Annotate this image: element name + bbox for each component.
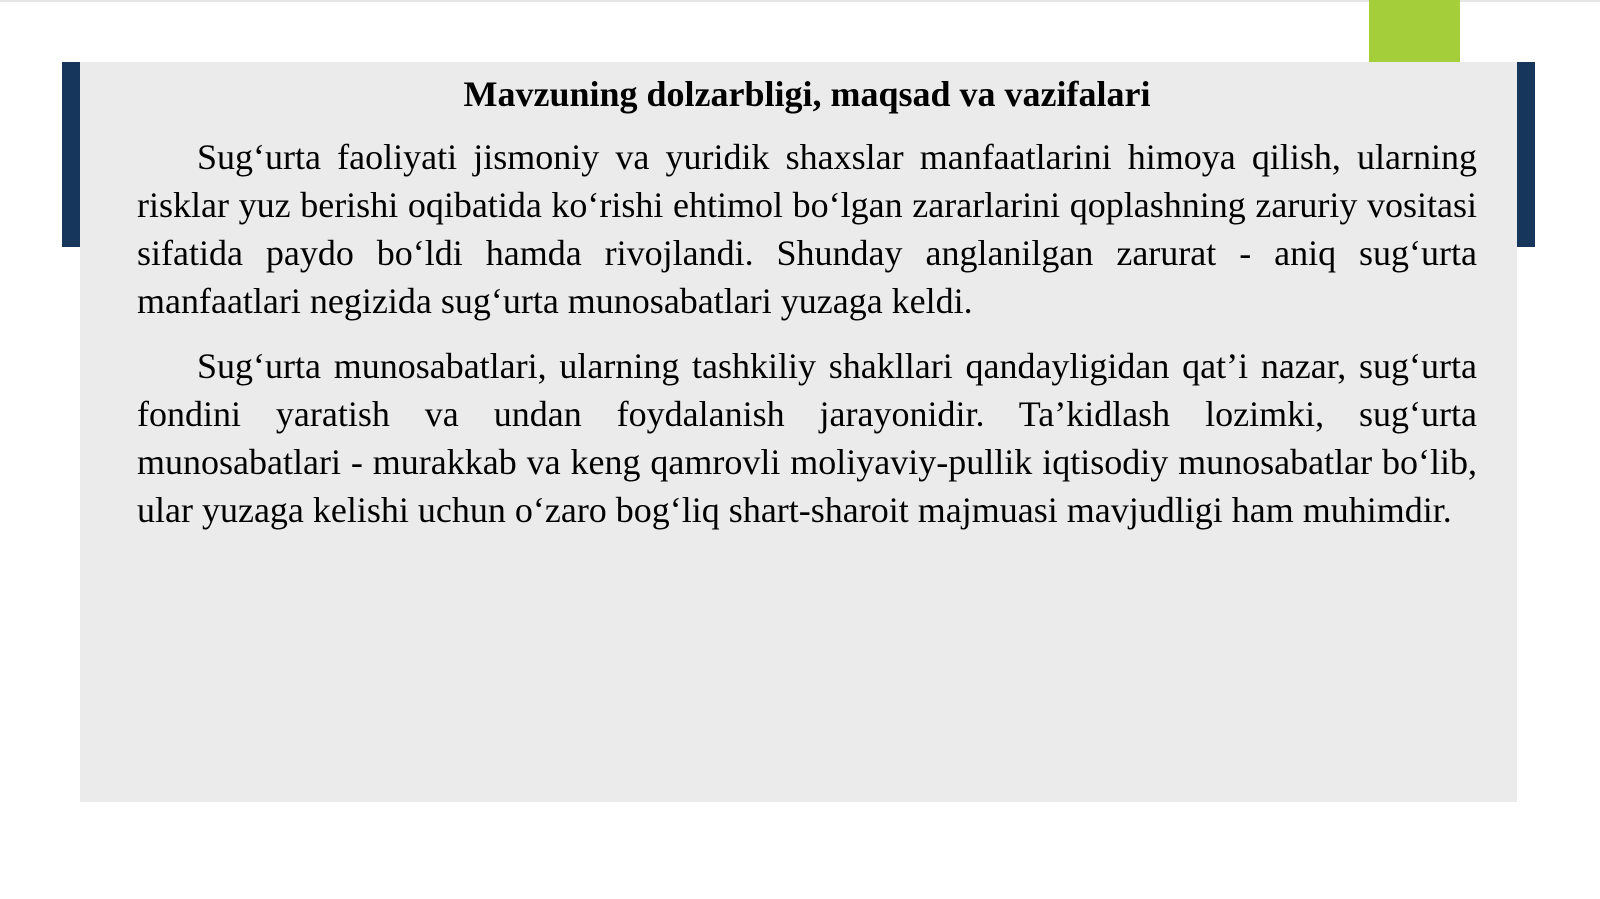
accent-green-square [1369,0,1460,62]
paragraph-1: Sug‘urta faoliyati jismoniy va yuridik shaxslar manfaatlarini himoya qilish, ularning risklar yuz berishi oqibatida ko‘rishi ehtimol bo‘lgan zararlarini qoplashning zaruriy vositasi sifatida paydo bo‘ldi hamda rivojlandi. Shunday anglanilgan zarurat - aniq sug‘urta manfaatlari negizida sug‘urta munosabatlari yuzaga keldi. [137,137,1477,321]
left-accent-bar [62,62,80,247]
paragraph-2: Sug‘urta munosabatlari, ularning tashkiliy shakllari qandayligidan qat’i nazar, sug‘urta fondini yaratish va undan foydalanish jarayonidir. Ta’kidlash lozimki, sug‘urta munosabatlari - murakkab va keng qamrovli moliyaviy-pullik iqtisodiy munosabatlar bo‘lib, ular yuzaga kelishi uchun o‘zaro bog‘liq shart-sharoit majmuasi mavjudligi ham muhimdir. [137,346,1477,530]
slide-title: Mavzuning dolzarbligi, maqsad va vazifalari [463,74,1151,114]
right-accent-bar [1517,62,1535,247]
content-panel [80,62,1517,802]
top-divider-line [0,0,1600,2]
